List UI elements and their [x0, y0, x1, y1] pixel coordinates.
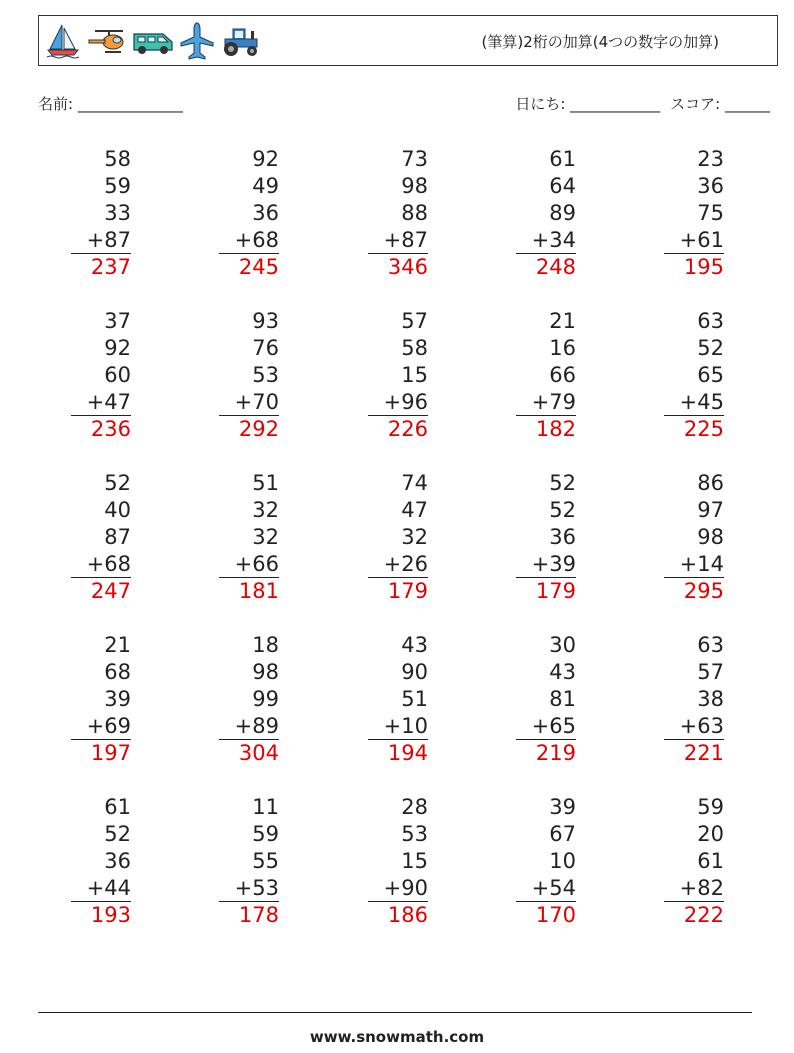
addend-1: 86 — [697, 471, 724, 495]
addend-1: 63 — [697, 633, 724, 657]
addend-2: 98 — [252, 660, 279, 684]
addend-2: 52 — [549, 498, 576, 522]
addend-1: 52 — [549, 471, 576, 495]
addend-1: 63 — [697, 309, 724, 333]
addend-2: 98 — [401, 174, 428, 198]
problem-1-2 — [219, 146, 279, 281]
addend-1: 18 — [252, 633, 279, 657]
answer: 245 — [238, 255, 279, 279]
date-field: 日にち: ____________ — [515, 95, 661, 113]
problem-2-4 — [516, 308, 576, 443]
problem-3-4 — [516, 470, 576, 605]
header-icons — [45, 20, 261, 62]
addend-1: 73 — [401, 147, 428, 171]
addend-4: +82 — [664, 875, 724, 902]
addend-2: 20 — [697, 822, 724, 846]
problem-3-5 — [664, 470, 724, 605]
addend-2: 57 — [697, 660, 724, 684]
answer: 181 — [238, 579, 279, 603]
addend-2: 59 — [104, 174, 131, 198]
addend-4: +70 — [219, 389, 279, 416]
addend-1: 61 — [104, 795, 131, 819]
addend-2: 43 — [549, 660, 576, 684]
addend-1: 21 — [549, 309, 576, 333]
problem-2-1 — [71, 308, 131, 443]
problem-5-4 — [516, 794, 576, 929]
answer: 195 — [683, 255, 724, 279]
addend-4: +90 — [368, 875, 428, 902]
answer: 236 — [90, 417, 131, 441]
addend-4: +68 — [71, 551, 131, 578]
addend-3: 32 — [401, 525, 428, 549]
addend-1: 58 — [104, 147, 131, 171]
answer: 346 — [387, 255, 428, 279]
addend-1: 23 — [697, 147, 724, 171]
page-title: (筆算)2桁の加算(4つの数字の加算) — [481, 33, 719, 51]
addend-4: +61 — [664, 227, 724, 254]
name-field: 名前: ______________ — [38, 95, 183, 113]
addend-4: +54 — [516, 875, 576, 902]
answer: 186 — [387, 903, 428, 927]
addend-4: +79 — [516, 389, 576, 416]
addend-3: 10 — [549, 849, 576, 873]
answer: 219 — [535, 741, 576, 765]
addend-3: 81 — [549, 687, 576, 711]
addend-4: +68 — [219, 227, 279, 254]
addend-2: 97 — [697, 498, 724, 522]
problem-3-3 — [368, 470, 428, 605]
addend-3: 87 — [104, 525, 131, 549]
addend-2: 90 — [401, 660, 428, 684]
addend-3: 98 — [697, 525, 724, 549]
problem-2-3 — [368, 308, 428, 443]
addend-4: +87 — [368, 227, 428, 254]
addend-2: 92 — [104, 336, 131, 360]
addend-3: 51 — [401, 687, 428, 711]
answer: 170 — [535, 903, 576, 927]
addend-4: +34 — [516, 227, 576, 254]
addend-3: 75 — [697, 201, 724, 225]
addend-3: 89 — [549, 201, 576, 225]
addend-3: 36 — [549, 525, 576, 549]
answer: 222 — [683, 903, 724, 927]
addend-3: 66 — [549, 363, 576, 387]
addend-1: 59 — [697, 795, 724, 819]
addend-1: 74 — [401, 471, 428, 495]
addend-3: 53 — [252, 363, 279, 387]
answer: 182 — [535, 417, 576, 441]
problem-1-1 — [71, 146, 131, 281]
addend-2: 67 — [549, 822, 576, 846]
problem-4-5 — [664, 632, 724, 767]
addend-3: 33 — [104, 201, 131, 225]
addend-1: 43 — [401, 633, 428, 657]
van-icon — [131, 26, 175, 56]
answer: 247 — [90, 579, 131, 603]
addend-2: 58 — [401, 336, 428, 360]
helicopter-icon — [85, 26, 127, 56]
answer: 194 — [387, 741, 428, 765]
addend-3: 88 — [401, 201, 428, 225]
addend-3: 15 — [401, 849, 428, 873]
answer: 225 — [683, 417, 724, 441]
addend-4: +10 — [368, 713, 428, 740]
tractor-icon — [219, 25, 261, 57]
addend-2: 47 — [401, 498, 428, 522]
addend-1: 92 — [252, 147, 279, 171]
addend-4: +47 — [71, 389, 131, 416]
problem-4-3 — [368, 632, 428, 767]
problem-2-2 — [219, 308, 279, 443]
addend-3: 55 — [252, 849, 279, 873]
answer: 193 — [90, 903, 131, 927]
addend-4: +14 — [664, 551, 724, 578]
answer: 304 — [238, 741, 279, 765]
problem-5-5 — [664, 794, 724, 929]
addend-4: +87 — [71, 227, 131, 254]
addend-2: 52 — [104, 822, 131, 846]
addend-3: 61 — [697, 849, 724, 873]
answer: 179 — [387, 579, 428, 603]
addend-4: +96 — [368, 389, 428, 416]
airplane-icon — [179, 21, 215, 61]
addend-4: +39 — [516, 551, 576, 578]
addend-1: 51 — [252, 471, 279, 495]
problem-4-4 — [516, 632, 576, 767]
addend-2: 16 — [549, 336, 576, 360]
problem-5-3 — [368, 794, 428, 929]
answer: 226 — [387, 417, 428, 441]
addend-4: +53 — [219, 875, 279, 902]
addend-4: +69 — [71, 713, 131, 740]
problem-5-2 — [219, 794, 279, 929]
answer: 178 — [238, 903, 279, 927]
meta-right — [515, 93, 770, 114]
addend-3: 99 — [252, 687, 279, 711]
addend-3: 36 — [104, 849, 131, 873]
answer: 221 — [683, 741, 724, 765]
answer: 295 — [683, 579, 724, 603]
answer: 237 — [90, 255, 131, 279]
addend-1: 11 — [252, 795, 279, 819]
addend-3: 32 — [252, 525, 279, 549]
addend-4: +26 — [368, 551, 428, 578]
addend-3: 38 — [697, 687, 724, 711]
addend-2: 52 — [697, 336, 724, 360]
addend-2: 53 — [401, 822, 428, 846]
score-field: スコア: ______ — [670, 95, 770, 113]
problem-5-1 — [71, 794, 131, 929]
addend-2: 76 — [252, 336, 279, 360]
addend-1: 28 — [401, 795, 428, 819]
answer: 197 — [90, 741, 131, 765]
problem-1-3 — [368, 146, 428, 281]
problem-4-1 — [71, 632, 131, 767]
addend-1: 21 — [104, 633, 131, 657]
problem-3-1 — [71, 470, 131, 605]
answer: 292 — [238, 417, 279, 441]
addend-4: +45 — [664, 389, 724, 416]
addend-4: +66 — [219, 551, 279, 578]
addend-2: 36 — [697, 174, 724, 198]
addend-2: 68 — [104, 660, 131, 684]
addend-2: 32 — [252, 498, 279, 522]
sailboat-icon — [45, 22, 81, 60]
problem-1-5 — [664, 146, 724, 281]
answer: 248 — [535, 255, 576, 279]
answer: 179 — [535, 579, 576, 603]
addend-1: 52 — [104, 471, 131, 495]
addend-4: +63 — [664, 713, 724, 740]
addend-1: 37 — [104, 309, 131, 333]
addend-1: 30 — [549, 633, 576, 657]
footer-site: www.snowmath.com — [309, 1028, 485, 1046]
problem-1-4 — [516, 146, 576, 281]
addend-2: 49 — [252, 174, 279, 198]
header-box — [38, 15, 778, 66]
problem-3-2 — [219, 470, 279, 605]
addend-1: 57 — [401, 309, 428, 333]
problem-2-5 — [664, 308, 724, 443]
footer-divider — [38, 1012, 752, 1013]
problem-4-2 — [219, 632, 279, 767]
addend-1: 61 — [549, 147, 576, 171]
addend-3: 15 — [401, 363, 428, 387]
addend-4: +65 — [516, 713, 576, 740]
addend-1: 39 — [549, 795, 576, 819]
addend-3: 60 — [104, 363, 131, 387]
addend-4: +44 — [71, 875, 131, 902]
addend-1: 93 — [252, 309, 279, 333]
addend-2: 59 — [252, 822, 279, 846]
addend-3: 65 — [697, 363, 724, 387]
addend-3: 39 — [104, 687, 131, 711]
addend-2: 64 — [549, 174, 576, 198]
addend-2: 40 — [104, 498, 131, 522]
addend-3: 36 — [252, 201, 279, 225]
addend-4: +89 — [219, 713, 279, 740]
